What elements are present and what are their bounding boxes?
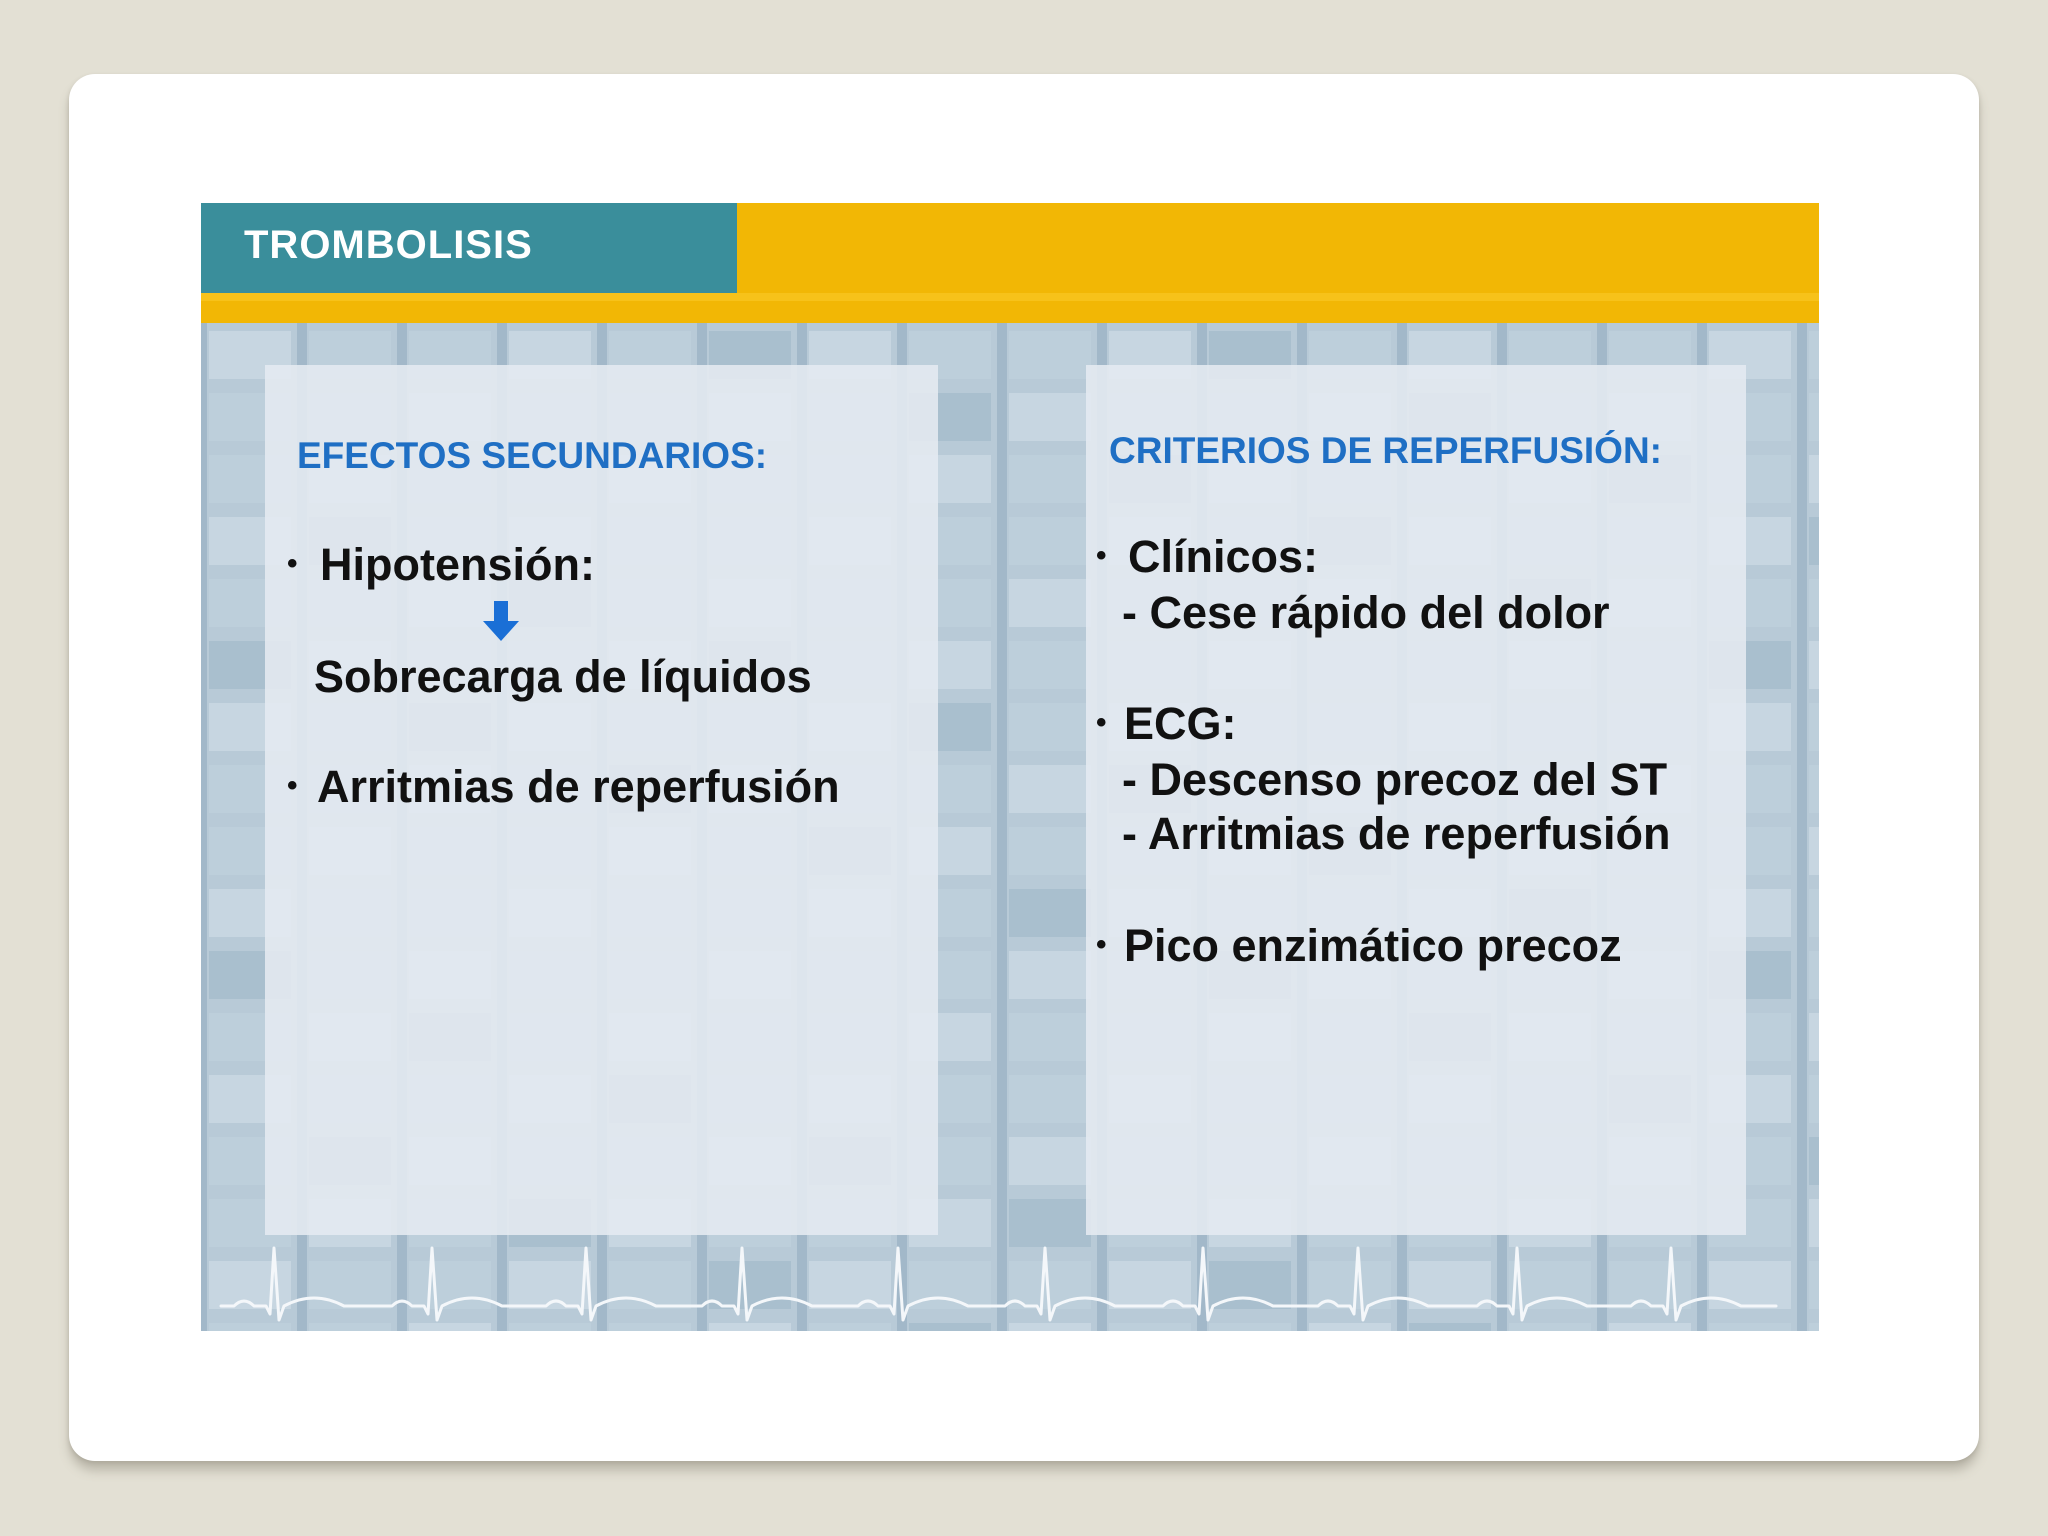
grid-cell xyxy=(1109,1261,1191,1309)
grid-cell xyxy=(1809,765,1819,813)
grid-cell xyxy=(1809,827,1819,875)
grid-cell xyxy=(1009,1013,1091,1061)
item-sobrecarga: Sobrecarga de líquidos xyxy=(314,651,812,702)
right-panel xyxy=(1086,365,1746,1235)
bullet: • xyxy=(1096,706,1107,739)
grid-cell xyxy=(1809,579,1819,627)
grid-cell xyxy=(1809,517,1819,565)
grid-cell xyxy=(1009,517,1091,565)
bullet: • xyxy=(1096,928,1107,961)
grid-cell xyxy=(1809,455,1819,503)
slide xyxy=(201,203,1819,1331)
grid-cell xyxy=(1809,889,1819,937)
grid-cell xyxy=(309,1323,391,1331)
grid-cell xyxy=(1209,1323,1291,1331)
subitem-descenso-st: - Descenso precoz del ST xyxy=(1122,754,1668,805)
grid-cell xyxy=(1809,703,1819,751)
grid-cell xyxy=(609,1261,691,1309)
grid-cell xyxy=(1509,1323,1591,1331)
grid-cell xyxy=(1009,1261,1091,1309)
grid-cell xyxy=(1609,1323,1691,1331)
grid-cell xyxy=(1609,1261,1691,1309)
right-panel-heading: CRITERIOS DE REPERFUSIÓN: xyxy=(1109,430,1662,471)
grid-cell xyxy=(1809,1075,1819,1123)
grid-cell xyxy=(1809,1323,1819,1331)
grid-cell xyxy=(1809,331,1819,379)
grid-cell xyxy=(1009,889,1091,937)
grid-cell xyxy=(409,1323,491,1331)
grid-cell xyxy=(1709,1323,1791,1331)
grid-cell xyxy=(1009,951,1091,999)
bullet: • xyxy=(1096,539,1107,572)
grid-cell xyxy=(209,1261,291,1309)
grid-cell xyxy=(1009,641,1091,689)
grid-cell xyxy=(1809,1013,1819,1061)
grid-cell xyxy=(1709,1261,1791,1309)
grid-cell xyxy=(809,1323,891,1331)
grid-cell xyxy=(709,1323,791,1331)
grid-cell xyxy=(1009,1137,1091,1185)
left-panel xyxy=(265,365,938,1235)
grid-line xyxy=(201,323,207,1331)
grid-cell xyxy=(1009,331,1091,379)
grid-cell xyxy=(1009,765,1091,813)
grid-cell xyxy=(1509,1261,1591,1309)
grid-cell xyxy=(1309,1261,1391,1309)
grid-cell xyxy=(1809,393,1819,441)
grid-cell xyxy=(1809,1137,1819,1185)
grid-cell xyxy=(1009,1199,1091,1247)
grid-cell xyxy=(1009,393,1091,441)
grid-cell xyxy=(1009,1323,1091,1331)
grid-cell xyxy=(1409,1261,1491,1309)
grid-cell xyxy=(609,1323,691,1331)
grid-cell xyxy=(309,1261,391,1309)
group-clinicos-title: Clínicos: xyxy=(1128,531,1319,582)
grid-cell xyxy=(1809,951,1819,999)
grid-cell xyxy=(1009,827,1091,875)
grid-cell xyxy=(909,1261,991,1309)
left-panel-heading: EFECTOS SECUNDARIOS: xyxy=(297,435,768,476)
subitem-arritmias-reperfusion: - Arritmias de reperfusión xyxy=(1122,808,1671,859)
group-pico-title: Pico enzimático precoz xyxy=(1124,920,1622,971)
grid-cell xyxy=(1109,1323,1191,1331)
subitem-cese-dolor: - Cese rápido del dolor xyxy=(1122,587,1610,638)
grid-cell xyxy=(709,1261,791,1309)
grid-cell xyxy=(1309,1323,1391,1331)
grid-line xyxy=(997,323,1007,1331)
title-box xyxy=(201,203,737,293)
grid-cell xyxy=(1809,1199,1819,1247)
grid-cell xyxy=(1009,579,1091,627)
bullet: • xyxy=(287,547,298,580)
grid-cell xyxy=(1009,455,1091,503)
group-ecg-title: ECG: xyxy=(1124,698,1237,749)
grid-cell xyxy=(1209,1261,1291,1309)
grid-cell xyxy=(1009,703,1091,751)
header-stripe xyxy=(201,293,1819,301)
grid-cell xyxy=(209,1323,291,1331)
slide-title: TROMBOLISIS xyxy=(244,223,533,267)
grid-cell xyxy=(409,1261,491,1309)
item-hipotension: Hipotensión: xyxy=(320,539,595,590)
grid-cell xyxy=(1809,1261,1819,1309)
down-arrow-icon xyxy=(479,599,523,645)
grid-cell xyxy=(509,1323,591,1331)
grid-line xyxy=(1797,323,1807,1331)
grid-cell xyxy=(1809,641,1819,689)
grid-cell xyxy=(509,1261,591,1309)
bullet: • xyxy=(287,769,298,802)
grid-cell xyxy=(809,1261,891,1309)
grid-cell xyxy=(1409,1323,1491,1331)
item-arritmias: Arritmias de reperfusión xyxy=(317,761,840,812)
grid-cell xyxy=(909,1323,991,1331)
grid-cell xyxy=(1009,1075,1091,1123)
